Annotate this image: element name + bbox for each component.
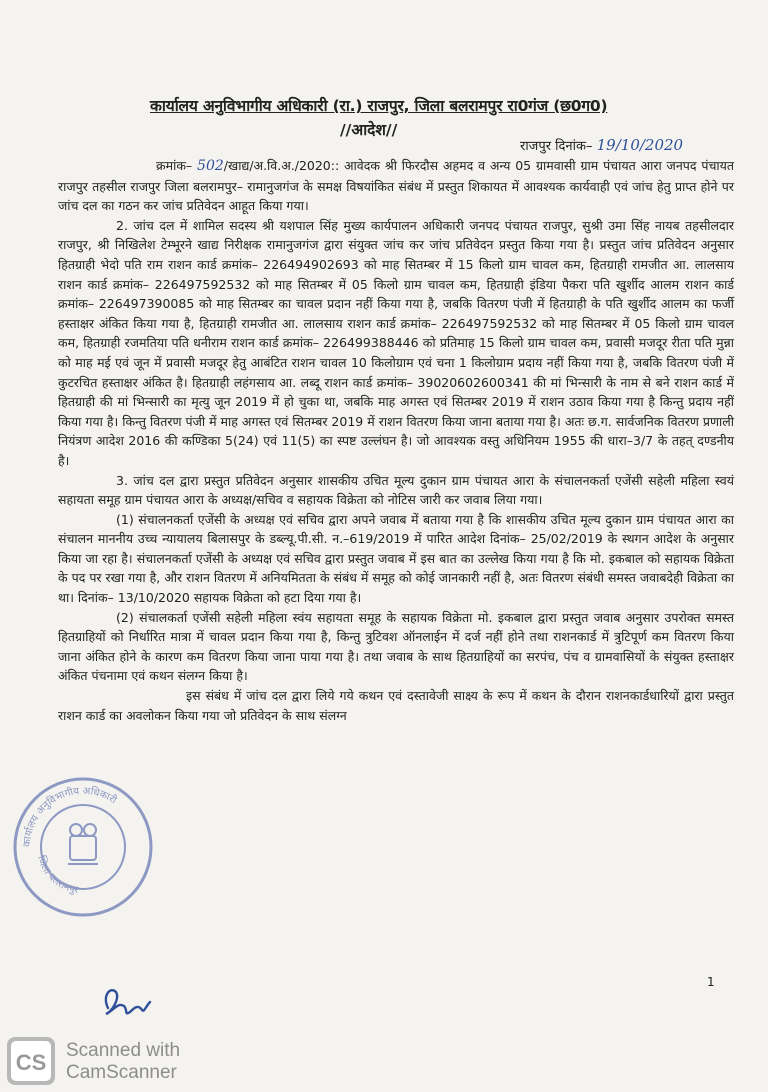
emblem-icon — [68, 824, 98, 864]
reference-number: 502 — [197, 158, 224, 174]
scanner-watermark — [66, 1040, 180, 1084]
watermark-line-1: Scanned with — [66, 1040, 181, 1061]
order-body — [58, 156, 734, 725]
office-seal — [8, 772, 158, 922]
paragraph-3: 3. जांच दल द्वारा प्रस्तुत प्रतिवेदन अनुसार शासकीय उचित मूल्य दुकान ग्राम पंचायत आरा के संचालनकर्ता एजेंसी सहेली महिला स्वयं सहायता समूह ग्राम पंचायत आरा के अध्यक्ष/सचिव व सहायक विक्रेता को नोटिस जारी कर जवाब लिया गया। — [58, 472, 734, 508]
reference-paragraph — [58, 156, 734, 216]
date-label: राजपुर दिनांक– — [520, 139, 593, 154]
date-line — [520, 136, 683, 154]
paragraph-2: 2. जांच दल में शामिल सदस्य श्री यशपाल सिंह मुख्य कार्यपालन अधिकारी जनपद पंचायत राजपुर, सुश्री उमा सिंह नायब तहसीलदार राजपुर, श्री निखिलेश टेम्भूरने खाद्य निरीक्षक रामानुजगंज द्वारा संयुक्त जांच कर जांच प्रतिवेदन प्रस्तुत किया गया है। प्रस्तुत जांच प्रतिवेदन अनुसार हितग्राही भेदो पति राम राशन कार्ड क्रमांक– 226494902693 को माह सितम्बर में 15 किलो ग्राम चावल कम, हितग्राही रामजीत आ. लालसाय राशन कार्ड क्रमांक– 226497592532 को माह सितम्बर में 05 किलो ग्राम चावल कम, हितग्राही इंडिया पैकरा पति खुर्शीद आलम राशन कार्ड क्रमांक– 226497390085 को माह सितम्बर का चावल प्रदान नहीं किया गया है, जबकि वितरण पंजी में हितग्राही के पति खुर्शीद आलम का फर्जी हस्ताक्षर अंकित किया गया है, हितग्राही रामजीत आ. लालसाय राशन कार्ड क्रमांक– 226497592532 को माह सितम्बर में 05 किलो ग्राम चावल कम, हितग्राही रजमतिया पति धनीराम राशन कार्ड क्रमांक– 226499388446 को प्रतिमाह 15 किलो ग्राम चावल कम, प्रवासी मजदूर रीता पति मुन्ना को माह मई एवं जून में प्रवासी मजदूर हेतु आबंटित राशन चावल 10 किलोग्राम एवं चना 1 किलोग्राम प्रदाय नहीं किया गया है, जबकि वितरण पंजी में कुटरचित हस्ताक्षर अंकित है। हितग्राही लहंगसाय आ. लब्दू राशन कार्ड क्रमांक– 39020602600341 की मां भिन्सारी के नाम से बने राशन कार्ड में हितग्राही की मां भिन्सारी का मृत्यु जून 2019 में हो चुका था, जबकि माह अगस्त एवं सितम्बर 2019 में राशन उठाव किया गया है किन्तु प्रदाय नहीं किया गया है। किन्तु वितरण पंजी में माह अगस्त एवं सितम्बर 2019 में राशन वितरण किया जाना बताया गया है। अतः छ.ग. सार्वजनिक वितरण प्रणाली नियंत्रण आदेश 2016 की कण्डिका 5(24) एवं 11(5) का स्पष्ट उल्लंघन है। जो आवश्यक वस्तु अधिनियम 1955 की धारा–3/7 के तहत् दण्डनीय है। — [58, 217, 734, 468]
seal-text-bottom: जिला बलरामपुर — [34, 854, 80, 897]
sub-paragraph-2: (2) संचालकर्ता एजेंसी सहेली महिला स्वंय सहायता समूह के सहायक विक्रेता मो. इकबाल द्वारा प्रस्तुत जवाब अनुसार उपरोक्त समस्त हितग्राहियों को निर्धारित मात्रा में चावल प्रदान किया गया है, किन्तु त्रुटिवश ऑनलाईन में दर्ज नहीं होने तथा राशनकार्ड में त्रुटिपूर्ण कम वितरण किया जाना अंकित होने के कारण कम वितरण किया जाना पाया गया है। तथा जवाब के साथ हितग्राहियों का सरपंच, पंच व ग्रामवासियों के संयुक्त हस्ताक्षर अंकित पंचनामा एवं कथन संलग्न किया है। — [58, 609, 734, 684]
reference-text: /खाद्य/अ.वि.अ./2020:: आवेदक श्री फिरदौस अहमद व अन्य 05 ग्रामवासी ग्राम पंचायत आरा जनपद पंचायत राजपुर तहसील राजपुर जिला बलरामपुर– रामानुजगंज के समक्ष विषयांकित संबंध में प्रस्तुत शिकायत में आवश्यक कार्यवाही एवं जांच हेतु प्राप्त होने पर जांच दल का गठन कर जांच प्रतिवेदन आहूत किया गया। — [58, 158, 734, 214]
watermark-line-2: CamScanner — [66, 1062, 177, 1083]
sub-paragraph-1: (1) संचालनकर्ता एजेंसी के अध्यक्ष एवं सचिव द्वारा अपने जवाब में बताया गया है कि शासकीय उचित मूल्य दुकान ग्राम पंचायत आरा का संचालन माननीय उच्च न्यायालय बिलासपुर के डब्ल्यू.पी.सी. न.–619/2019 में पारित आदेश दिनांक– 25/02/2019 के स्थगन आदेश के अनुसार किया जा रहा है। संचालनकर्ता एजेंसी के अध्यक्ष एवं सचिव द्वारा प्रस्तुत जवाब में इस बात का उल्लेख किया गया है कि मो. इकबाल को सहायक विक्रेता के पद पर रखा गया है, और राशन वितरण में अनियमितता के संबंध में समूह को कोई जानकारी नहीं है, अतः वितरण संबंधी समस्त जवाबदेही विक्रेता का था। दिनांक– 13/10/2020 सहायक विक्रेता को हटा दिया गया है। — [58, 511, 734, 606]
reference-prefix: क्रमांक– — [156, 158, 193, 173]
camscanner-logo-text: CS — [15, 1050, 47, 1075]
final-paragraph: इस संबंध में जांच दल द्वारा लिये गये कथन एवं दस्तावेजी साक्ष्य के रूप में कथन के दौरान राशनकार्डधारियों द्वारा प्रस्तुत राशन कार्ड का अवलोकन किया गया जो प्रतिवेदन के साथ संलग्न — [58, 688, 734, 723]
seal-text-top: कार्यालय अनुविभागीय अधिकारी — [21, 785, 119, 848]
date-value: 19/10/2020 — [596, 136, 684, 154]
signature-icon — [100, 982, 160, 1020]
office-heading: कार्यालय अनुविभागीय अधिकारी (रा.) राजपुर, जिला बलरामपुर रा0गंज (छ0ग0) — [150, 97, 608, 115]
page-number: 1 — [707, 975, 715, 989]
order-title: //आदेश// — [340, 121, 398, 139]
camscanner-logo-icon — [6, 1036, 56, 1086]
